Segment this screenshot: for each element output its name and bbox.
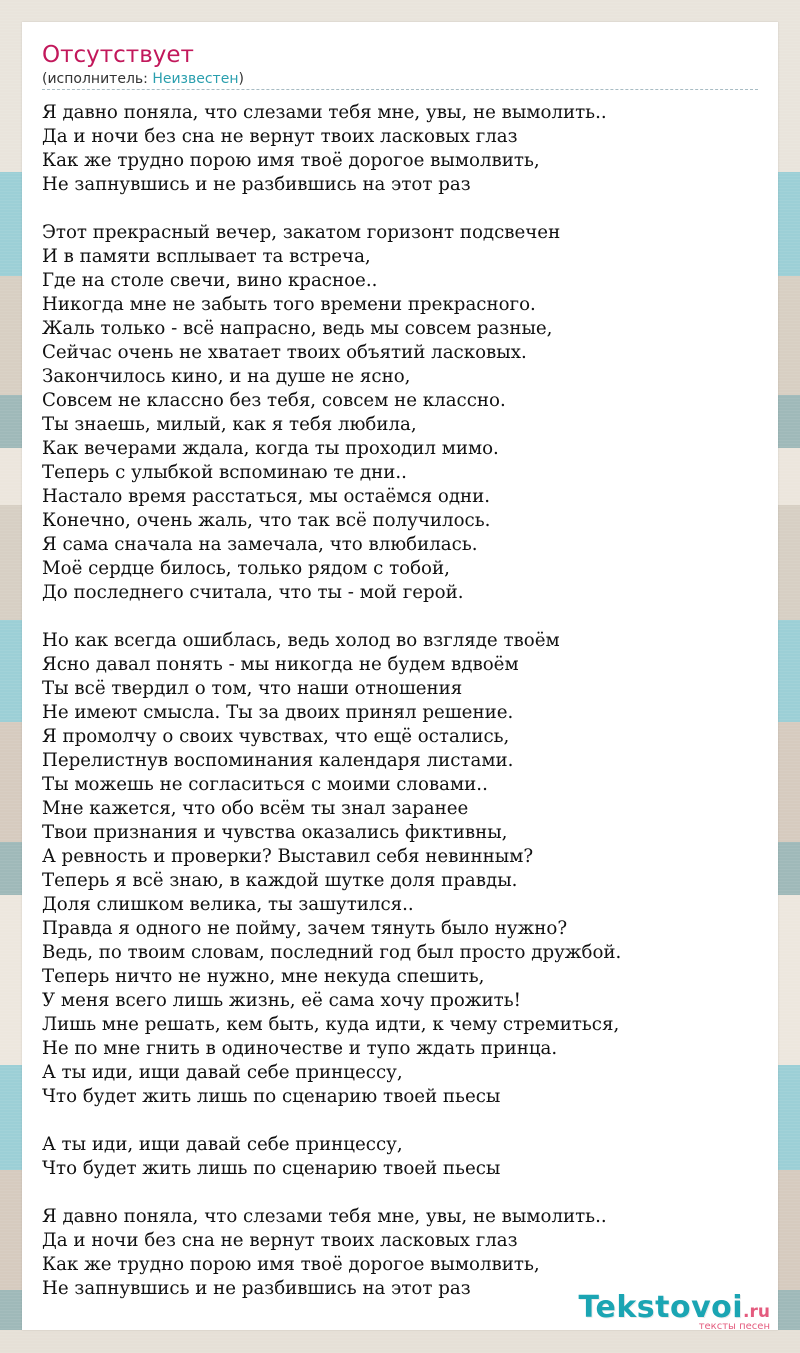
lyrics-line: Что будет жить лишь по сценарию твоей пьесы [42, 1086, 501, 1107]
lyrics-line: Я давно поняла, что слезами тебя мне, увы, не вымолить.. [42, 102, 607, 123]
lyrics-line: Конечно, очень жаль, что так всё получилось. [42, 510, 491, 531]
header-divider [42, 89, 758, 90]
lyrics-line: Не имеют смысла. Ты за двоих принял решение. [42, 702, 514, 723]
lyrics-line: Но как всегда ошиблась, ведь холод во взгляде твоём [42, 630, 560, 651]
lyrics-line: Как вечерами ждала, когда ты проходил мимо. [42, 438, 499, 459]
artist-prefix: (исполнитель: [42, 71, 153, 87]
lyrics-line: Ты можешь не согласиться с моими словами.. [42, 774, 488, 795]
lyrics-line: Не запнувшись и не разбившись на этот раз [42, 1278, 471, 1299]
lyrics-line: Как же трудно порою имя твоё дорогое вымолвить, [42, 150, 540, 171]
artist-suffix: ) [238, 71, 244, 87]
lyrics-line: У меня всего лишь жизнь, её сама хочу прожить! [42, 990, 521, 1011]
artist-link[interactable]: Неизвестен [152, 71, 239, 87]
lyrics-line: Моё сердце билось, только рядом с тобой, [42, 558, 450, 579]
lyrics-line: А ты иди, ищи давай себе принцессу, [42, 1134, 403, 1155]
lyrics-line: Теперь я всё знаю, в каждой шутке доля правды. [42, 870, 518, 891]
lyrics-line: Никогда мне не забыть того времени прекрасного. [42, 294, 536, 315]
lyrics-line: Я давно поняла, что слезами тебя мне, увы, не вымолить.. [42, 1206, 607, 1227]
lyrics-line: Теперь ничто не нужно, мне некуда спешить, [42, 966, 485, 987]
lyrics-line: Да и ночи без сна не вернут твоих ласковых глаз [42, 1230, 518, 1251]
lyrics-stanza [42, 101, 758, 197]
lyrics-stanza [42, 1133, 758, 1181]
logo-domain-suffix: .ru [743, 1302, 770, 1322]
lyrics-line: Совсем не классно без тебя, совсем не классно. [42, 390, 506, 411]
lyrics-line: Доля слишком велика, ты зашутился.. [42, 894, 414, 915]
lyrics-line: Ведь, по твоим словам, последний год был просто дружбой. [42, 942, 622, 963]
lyrics-stanza [42, 629, 758, 1109]
site-logo[interactable] [579, 1290, 771, 1325]
lyrics-line: Ты знаешь, милый, как я тебя любила, [42, 414, 417, 435]
lyrics-line: Я сама сначала на замечала, что влюбилась. [42, 534, 478, 555]
lyrics-line: Твои признания и чувства оказались фиктивны, [42, 822, 508, 843]
lyrics-text [42, 101, 758, 1325]
lyrics-line: Ясно давал понять - мы никогда не будем вдвоём [42, 654, 519, 675]
lyrics-line: Закончилось кино, и на душе не ясно, [42, 366, 411, 387]
lyrics-line: Ты всё твердил о том, что наши отношения [42, 678, 463, 699]
lyrics-line: Настало время расстаться, мы остаёмся одни. [42, 486, 491, 507]
lyrics-line: Да и ночи без сна не вернут твоих ласковых глаз [42, 126, 518, 147]
lyrics-line: А ты иди, ищи давай себе принцессу, [42, 1062, 403, 1083]
lyrics-line: Я промолчу о своих чувствах, что ещё остались, [42, 726, 510, 747]
lyrics-card [22, 22, 778, 1330]
lyrics-stanza [42, 1205, 758, 1301]
lyrics-line: Жаль только - всё напрасно, ведь мы совсем разные, [42, 318, 553, 339]
lyrics-line: Мне кажется, что обо всём ты знал заранее [42, 798, 469, 819]
lyrics-line: А ревность и проверки? Выставил себя невинным? [42, 846, 534, 867]
lyrics-line: Этот прекрасный вечер, закатом горизонт подсвечен [42, 222, 561, 243]
lyrics-line: Правда я одного не пойму, зачем тянуть было нужно? [42, 918, 568, 939]
lyrics-line: Где на столе свечи, вино красное.. [42, 270, 378, 291]
lyrics-line: Как же трудно порою имя твоё дорогое вымолвить, [42, 1254, 540, 1275]
lyrics-line: До последнего считала, что ты - мой герой. [42, 582, 464, 603]
lyrics-line: Лишь мне решать, кем быть, куда идти, к чему стремиться, [42, 1014, 620, 1035]
logo-tagline: тексты песен [698, 1321, 770, 1332]
lyrics-line: Сейчас очень не хватает твоих объятий ласковых. [42, 342, 527, 363]
lyrics-stanza [42, 221, 758, 605]
artist-line [42, 71, 244, 87]
logo-wordmark: Tekstovoi [578, 1290, 744, 1325]
lyrics-line: Не запнувшись и не разбившись на этот раз [42, 174, 471, 195]
lyrics-line: И в памяти всплывает та встреча, [42, 246, 371, 267]
lyrics-line: Теперь с улыбкой вспоминаю те дни.. [42, 462, 407, 483]
lyrics-line: Не по мне гнить в одиночестве и тупо ждать принца. [42, 1038, 558, 1059]
lyrics-line: Перелистнув воспоминания календаря листами. [42, 750, 514, 771]
lyrics-line: Что будет жить лишь по сценарию твоей пьесы [42, 1158, 501, 1179]
song-title: Отсутствует [42, 42, 194, 68]
